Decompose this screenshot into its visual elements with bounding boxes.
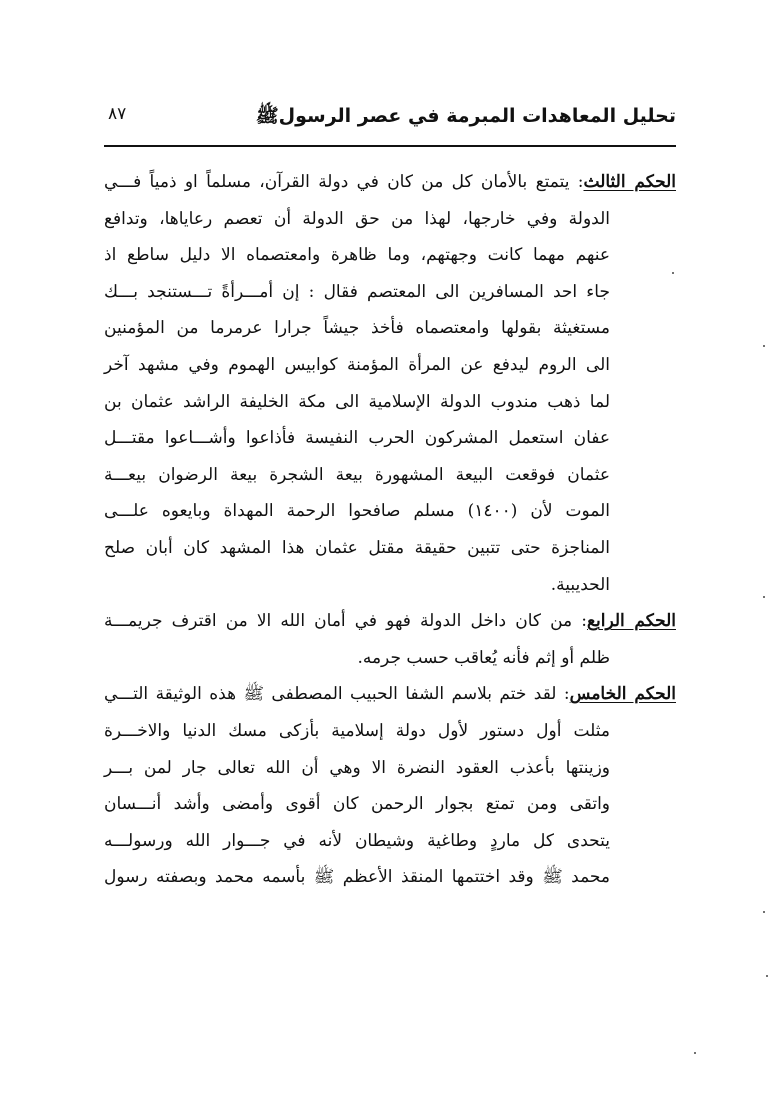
text-line: الحديبية.	[550, 574, 610, 595]
text-line: الحكم الثالث: يتمتع بالأمان كل من كان في دولة القرآن، مسلماً او ذمياً فـــي	[104, 172, 676, 192]
scan-speck	[766, 975, 768, 977]
text-line: وزينتها بأعذب العقود النضرة الا وهي أن الله تعالى جار لمن بـــر	[104, 757, 610, 778]
text-line: محمد ﷺ وقد اختتمها المنقذ الأعظم ﷺ بأسمه محمد وبصفته رسول	[104, 867, 610, 888]
text-line: الحكم الرابع: من كان داخل الدولة فهو في أمان الله الا من اقترف جريمـــة	[104, 611, 676, 632]
scan-speck	[763, 345, 765, 347]
text-line: المناجزة حتى تتبين حقيقة مقتل عثمان هذا المشهد كان أبان صلح	[104, 537, 610, 558]
text-line: عثمان فوقعت البيعة المشهورة بيعة الشجرة بيعة الرضوان بيعـــة	[104, 464, 610, 485]
running-header	[104, 104, 676, 138]
text-line: لما ذهب مندوب الدولة الإسلامية الى مكة الخليفة الراشد عثمان بن	[104, 391, 610, 412]
text-line: عفان استعمل المشركون الحرب النفيسة فأذاعوا وأشـــاعوا مقتـــل	[104, 428, 610, 449]
text-line: مثلت أول دستور لأول دولة إسلامية بأزكى مسك الدنيا والاخـــرة	[104, 720, 610, 741]
text-line: ظلم أو إثم فأنه يُعاقب حسب جرمه.	[357, 647, 610, 668]
text-line: واتقى ومن تمتع بجوار الرحمن كان أقوى وأمضى وأشد أنـــسان	[104, 794, 610, 815]
ruling-label: الحكم الخامس	[569, 684, 676, 705]
ruling-label: الحكم الرابع	[587, 611, 676, 632]
text-line: الدولة وفي خارجها، لهذا من حق الدولة أن تعصم رعاياها، وتدافع	[104, 208, 610, 229]
book-title: تحليل المعاهدات المبرمة في عصر الرسولﷺ	[255, 105, 676, 127]
paragraph-ruling-three	[104, 164, 676, 603]
text-line: الموت لأن (١٤٠٠) مسلم صافحوا الرحمة المهداة وبايعوه علـــى	[104, 501, 611, 522]
body-text	[104, 164, 676, 896]
scan-speck	[763, 911, 765, 913]
scan-speck	[763, 596, 765, 598]
page-number: ٨٧	[108, 104, 127, 124]
text-line: الحكم الخامس: لقد ختم بلاسم الشفا الحبيب المصطفى ﷺ هذه الوثيقة التـــي	[104, 684, 676, 705]
text-line: جاء احد المسافرين الى المعتصم فقال : إن أمـــرأةً تـــستنجد بـــك	[104, 281, 610, 302]
text-line: يتحدى كل ماردٍ وطاغية وشيطان لأنه في جـــوار الله ورسولـــه	[104, 830, 610, 851]
paragraph-ruling-five	[104, 676, 676, 896]
text-line: عنهم مهما كانت وجهتهم، وما ظاهرة وامعتصماه الا دليل ساطع اذ	[104, 245, 610, 266]
ruling-label: الحكم الثالث	[583, 172, 676, 192]
header-divider	[104, 145, 676, 147]
paragraph-ruling-four	[104, 603, 676, 676]
text-line: الى الروم ليدفع عن المرأة المؤمنة كوابيس الهموم وفي مشهد آخر	[104, 354, 610, 375]
scan-speck	[672, 272, 674, 274]
text-line: مستغيثة بقولها وامعتصماه فأخذ جيشاً جرارا عرمرما من المؤمنين	[104, 318, 610, 339]
scan-speck	[694, 1052, 696, 1054]
